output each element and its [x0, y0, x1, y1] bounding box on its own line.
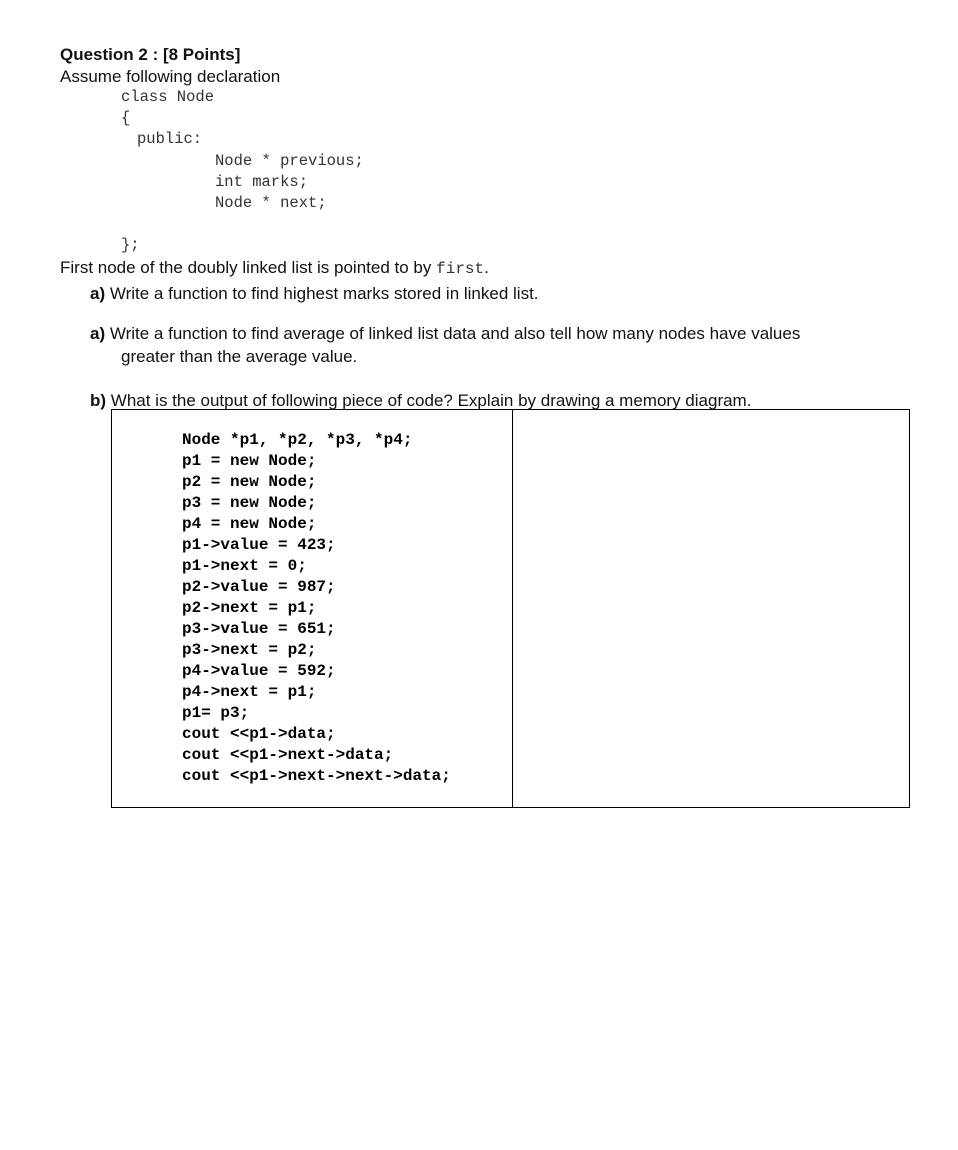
table-divider	[512, 410, 513, 807]
part-text: What is the output of following piece of code? Explain by drawing a memory diagram.	[106, 391, 752, 410]
class-line: class Node	[121, 88, 215, 106]
first-node-statement	[60, 258, 489, 278]
question-intro: Assume following declaration	[60, 67, 281, 86]
member-marks: int marks;	[215, 173, 309, 191]
code-line: p2 = new Node;	[182, 473, 317, 491]
member-next: Node * next;	[215, 194, 327, 212]
first-node-period: .	[484, 258, 489, 277]
first-node-text: First node of the doubly linked list is pointed to by	[60, 258, 437, 277]
part-label: a)	[90, 324, 106, 343]
code-line: p2->next = p1;	[182, 599, 317, 617]
code-line: p4 = new Node;	[182, 515, 317, 533]
code-line: p1 = new Node;	[182, 452, 317, 470]
code-line: Node *p1, *p2, *p3, *p4;	[182, 431, 413, 449]
code-line: p1= p3;	[182, 704, 250, 722]
code-line: p3->next = p2;	[182, 641, 317, 659]
part-a-average-continuation: greater than the average value.	[121, 347, 358, 366]
first-pointer: first	[436, 260, 485, 278]
open-brace: {	[121, 109, 131, 127]
code-block	[182, 430, 451, 787]
code-line: cout <<p1->next->data;	[182, 746, 394, 764]
code-line: cout <<p1->next->next->data;	[182, 767, 451, 785]
code-line: p4->next = p1;	[182, 683, 317, 701]
part-a-highest	[90, 281, 539, 306]
member-previous: Node * previous;	[215, 152, 364, 170]
part-a-average	[90, 321, 800, 346]
code-line: p4->value = 592;	[182, 662, 336, 680]
part-text: Write a function to find highest marks stored in linked list.	[105, 284, 539, 303]
code-line: p2->value = 987;	[182, 578, 336, 596]
part-label: a)	[90, 284, 106, 303]
code-line: p1->value = 423;	[182, 536, 336, 554]
code-line: p3->value = 651;	[182, 620, 336, 638]
part-text: Write a function to find average of linked list data and also tell how many nodes have values	[105, 324, 801, 343]
code-line: p1->next = 0;	[182, 557, 307, 575]
code-line: cout <<p1->data;	[182, 725, 336, 743]
answer-table	[111, 409, 910, 808]
public-label: public:	[137, 130, 203, 148]
part-label: b)	[90, 391, 107, 410]
question-title: Question 2 : [8 Points]	[60, 45, 241, 64]
code-line: p3 = new Node;	[182, 494, 317, 512]
close-brace: };	[121, 236, 140, 254]
